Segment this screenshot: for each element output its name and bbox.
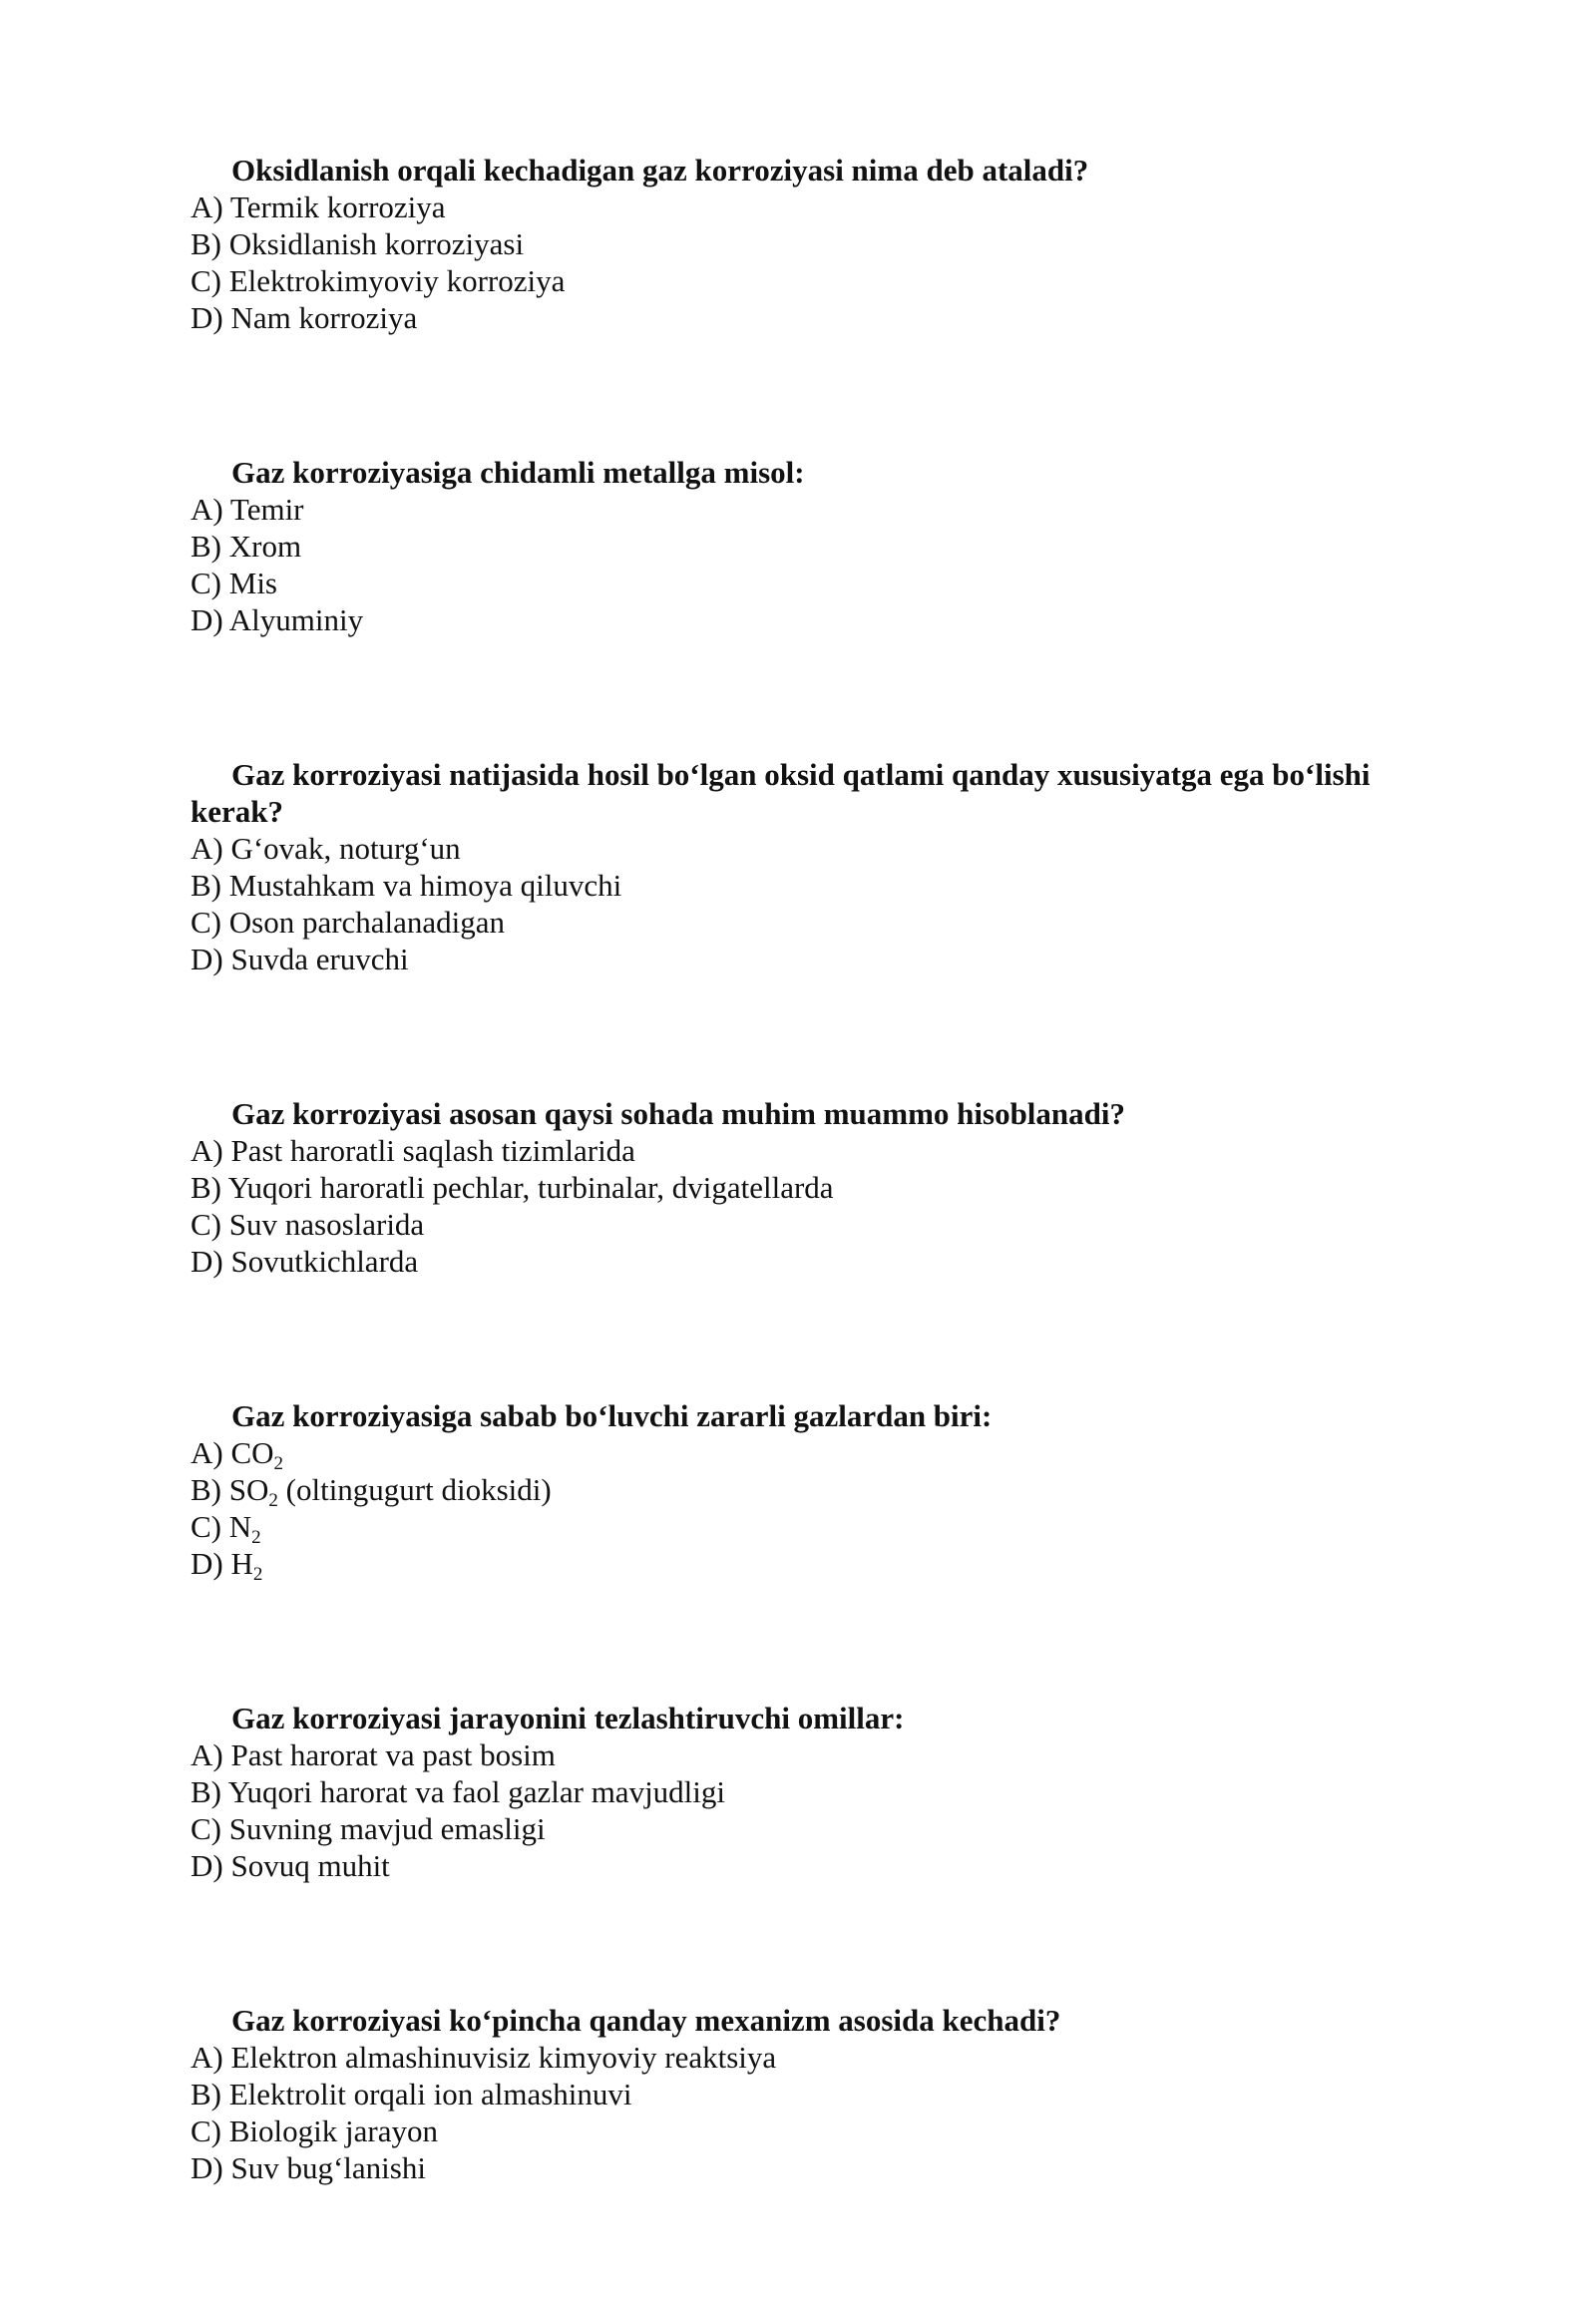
option-letter: C) (191, 263, 221, 298)
answer-option (191, 1545, 1437, 1585)
option-text: Yuqori haroratli pechlar, turbinalar, dvigatellarda (227, 1170, 834, 1205)
question-title: Gaz korroziyasiga chidamli metallga misol: (231, 455, 805, 490)
option-text: Oksidlanish korroziyasi (228, 226, 525, 261)
answer-option (191, 491, 1437, 528)
option-letter: A) (191, 2040, 223, 2075)
option-text: Elektrolit orqali ion almashinuvi (228, 2077, 632, 2112)
answer-option (191, 189, 1437, 225)
option-letter: A) (191, 190, 223, 224)
question-title: Oksidlanish orqali kechadigan gaz korroziyasi nima deb ataladi? (231, 153, 1089, 188)
answer-option (191, 528, 1437, 565)
answer-options (191, 2039, 1437, 2186)
answer-option (191, 1847, 1437, 1884)
question-title: Gaz korroziyasi ko‘pincha qanday mexanizm asosida kechadi? (231, 2003, 1061, 2038)
option-letter: A) (191, 831, 223, 866)
option-text: Mis (228, 566, 277, 600)
answer-option (191, 904, 1437, 941)
option-letter: C) (191, 1207, 221, 1242)
question-title: Gaz korroziyasi asosan qaysi sohada muhim muammo hisoblanadi? (231, 1096, 1126, 1131)
formula-subscript: 2 (273, 1453, 284, 1474)
option-text: Elektrokimyoviy korroziya (228, 263, 566, 298)
option-letter: D) (191, 942, 223, 976)
question-block (191, 1397, 1437, 1585)
option-text: Yuqori harorat va faol gazlar mavjudligi (227, 1774, 726, 1809)
option-text: Temir (229, 492, 304, 527)
answer-option (191, 1773, 1437, 1810)
option-text: SO (228, 1472, 269, 1507)
option-letter: D) (191, 602, 223, 637)
option-text: Oson parchalanadigan (228, 905, 506, 940)
answer-option (191, 1132, 1437, 1169)
answer-option (191, 1243, 1437, 1280)
option-letter: A) (191, 1133, 223, 1168)
answer-option (191, 1434, 1437, 1474)
option-letter: B) (191, 1774, 221, 1809)
answer-option (191, 830, 1437, 867)
answer-option (191, 2149, 1437, 2186)
option-text: Elektron almashinuvisiz kimyoviy reaktsiya (230, 2040, 777, 2075)
option-letter: D) (191, 1848, 223, 1883)
answer-option (191, 941, 1437, 977)
question-block (191, 756, 1437, 977)
option-text: Alyuminiy (228, 602, 364, 637)
answer-option (191, 1206, 1437, 1243)
answer-option (191, 1471, 1437, 1511)
answer-option (191, 1169, 1437, 1206)
question-block (191, 2002, 1437, 2186)
option-letter: C) (191, 566, 221, 600)
option-letter: C) (191, 1811, 221, 1846)
option-text: Past haroratli saqlash tizimlarida (230, 1133, 635, 1168)
option-text: Xrom (228, 529, 302, 564)
option-text: Past harorat va past bosim (230, 1737, 556, 1772)
option-text: Suv bug‘lanishi (230, 2150, 426, 2185)
option-text: Sovutkichlarda (230, 1244, 419, 1279)
option-text: Suvda eruvchi (230, 942, 409, 976)
answer-option (191, 867, 1437, 904)
option-letter: A) (191, 492, 223, 527)
answer-options (191, 1434, 1437, 1585)
answer-option (191, 225, 1437, 262)
answer-option (191, 1810, 1437, 1847)
answer-option (191, 2076, 1437, 2112)
answer-options (191, 1736, 1437, 1884)
option-letter: C) (191, 2113, 221, 2148)
option-text: CO (230, 1435, 274, 1470)
option-letter: B) (191, 2077, 221, 2112)
answer-option (191, 2039, 1437, 2076)
option-letter: B) (191, 226, 221, 261)
option-letter: B) (191, 1170, 221, 1205)
question-list (191, 152, 1437, 2304)
option-letter: D) (191, 1546, 223, 1581)
answer-options (191, 830, 1437, 977)
option-letter: C) (191, 1509, 221, 1544)
question-block (191, 152, 1437, 336)
option-letter: B) (191, 1472, 221, 1507)
question-title: Gaz korroziyasiga sabab bo‘luvchi zararli gazlardan biri: (231, 1398, 993, 1433)
answer-option (191, 262, 1437, 299)
answer-options (191, 491, 1437, 638)
option-text: Nam korroziya (230, 300, 418, 335)
answer-option (191, 601, 1437, 638)
option-text: Termik korroziya (229, 190, 446, 224)
answer-options (191, 189, 1437, 336)
answer-option (191, 1508, 1437, 1548)
question-title: Gaz korroziyasi natijasida hosil bo‘lgan oksid qatlami qanday xususiyatga ega bo‘lishi kerak? (191, 757, 1371, 829)
question-block (191, 1700, 1437, 1884)
option-letter: B) (191, 868, 221, 903)
option-text: Suv nasoslarida (228, 1207, 425, 1242)
formula-subscript: 2 (268, 1490, 278, 1511)
option-text: H (230, 1546, 253, 1581)
answer-option (191, 2112, 1437, 2149)
option-text-suffix: (oltingugurt dioksidi) (277, 1472, 552, 1507)
option-text: G‘ovak, noturg‘un (230, 831, 461, 866)
option-letter: D) (191, 2150, 223, 2185)
answer-option (191, 1736, 1437, 1773)
option-text: Mustahkam va himoya qiluvchi (228, 868, 622, 903)
option-text: Biologik jarayon (228, 2113, 438, 2148)
question-block (191, 1095, 1437, 1280)
option-letter: B) (191, 529, 221, 564)
option-letter: D) (191, 1244, 223, 1279)
question-block (191, 454, 1437, 638)
option-letter: A) (191, 1435, 223, 1470)
option-letter: D) (191, 300, 223, 335)
option-text: Suvning mavjud emasligi (228, 1811, 546, 1846)
option-text: Sovuq muhit (230, 1848, 390, 1883)
option-letter: C) (191, 905, 221, 940)
option-text: N (228, 1509, 252, 1544)
question-title: Gaz korroziyasi jarayonini tezlashtiruvchi omillar: (231, 1701, 905, 1735)
formula-subscript: 2 (251, 1527, 261, 1548)
answer-option (191, 565, 1437, 601)
answer-options (191, 1132, 1437, 1280)
option-letter: A) (191, 1737, 223, 1772)
formula-subscript: 2 (252, 1564, 263, 1585)
answer-option (191, 299, 1437, 336)
